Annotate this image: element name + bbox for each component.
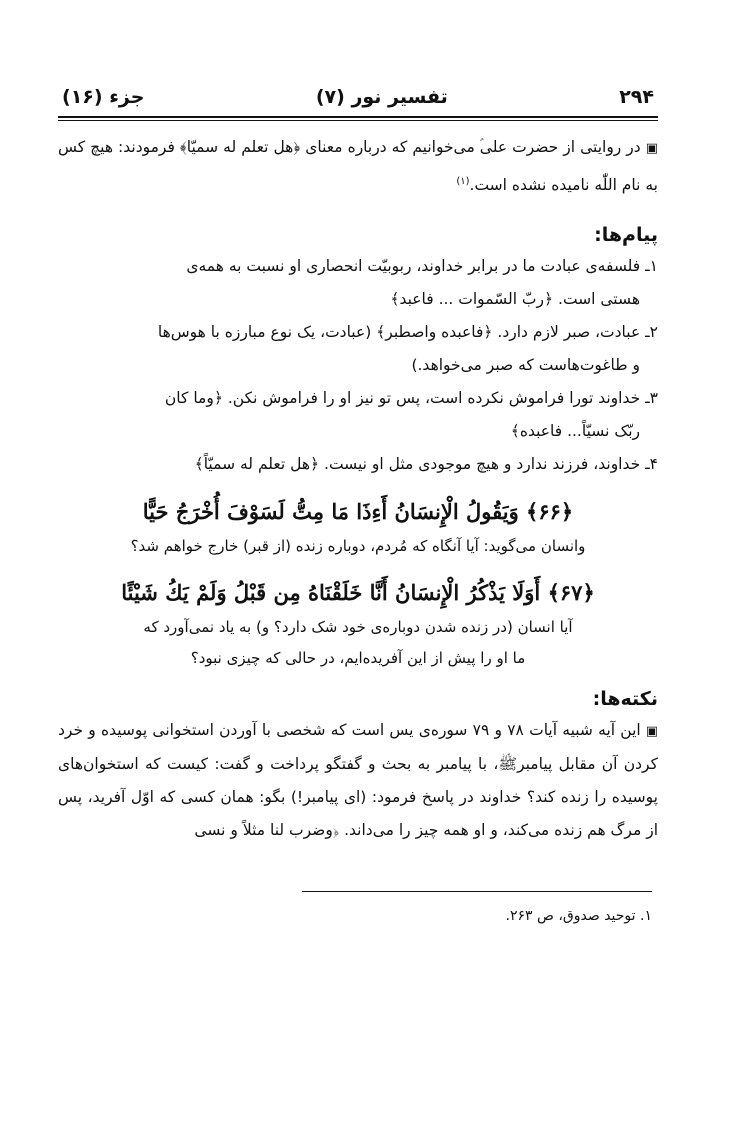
header-rule: [58, 116, 658, 118]
footnote-mark: (۱): [456, 176, 470, 187]
page-number: ۲۹۴: [619, 86, 654, 108]
message-item: [58, 382, 658, 448]
message-item: [58, 448, 658, 481]
message-item: [58, 250, 658, 316]
footnote-rule: [302, 891, 652, 892]
messages-title: پیام‌ها:: [594, 224, 658, 247]
translation-line: وانسان می‌گوید: آیا آنگاه که مُردم، دوباره زنده (از قبر) خارج خواهم شد؟: [130, 537, 586, 556]
message-line: ۲ـ عبادت، صبر لازم دارد. ﴿فاعبده واصطبر﴾ (عبادت، یک نوع مبارزه با هوس‌ها: [157, 323, 658, 342]
message-line: و طاغوت‌هاست که صبر می‌خواهد.): [411, 356, 640, 375]
intro-note: [58, 131, 658, 202]
message-item: [58, 316, 658, 382]
translation-line: آیا انسان (در زنده شدن دوباره‌ی خود شک دارد؟ و) به یاد نمی‌آورد که: [143, 618, 573, 637]
notes-title: نکته‌ها:: [592, 688, 658, 711]
notes-text: [58, 714, 658, 847]
quran-verse: ﴿۶۶﴾ وَيَقُولُ الْإِنسَانُ أَءِذَا مَا مِتُّ لَسَوْفَ أُخْرَجُ حَيًّا: [142, 499, 574, 525]
book-page: [58, 82, 658, 924]
page-header: [58, 82, 658, 112]
quran-verse: ﴿۶۷﴾ أَوَلَا يَذْكُرُ الْإِنسَانُ أَنَّا خَلَقْنَاهُ مِن قَبْلُ وَلَمْ يَكُ شَيْئًا: [121, 580, 595, 606]
footnote: ۱. توحید صدوق، ص ۲۶۳.: [505, 908, 652, 925]
message-line: ربّک نسیّاً... فاعبده﴾: [510, 422, 640, 441]
translation-line: ما او را پیش از این آفریده‌ایم، در حالی که چیزی نبود؟: [190, 649, 526, 668]
message-line: ۴ـ خداوند، فرزند ندارد و هیچ موجودی مثل او نیست. ﴿هل تعلم له سمیّاً﴾: [194, 455, 658, 474]
message-line: ۳ـ خداوند تورا فراموش نکرده است، پس تو نیز او را فراموش نکن. ﴿وما کان: [164, 389, 658, 408]
message-line: هستی است. ﴿ربّ السّموات ... فاعبد﴾: [390, 290, 640, 309]
notes-body: این آیه شبیه آیات ۷۸ و ۷۹ سوره‌ی یس است که شخصی با آوردن استخوانی پوسیده و خرد کردن آن مقابل پیامبرﷺ، با پیامبر به بحث و گفتگو پرداخت و گفت: کیست که استخوان‌های پوسیده را زنده کند؟ خداوند در پاسخ فرمود: (ای پیامبر!) بگو: همان کسی که اوّل آفرید، پس از مرگ هم زنده می‌کند، و او همه چیز را می‌داند. ﴿وضرب لنا مثلاً و نسی: [58, 721, 658, 840]
message-line: ۱ـ فلسفه‌ی عبادت ما در برابر خداوند، ربوبیّت انحصاری او نسبت به همه‌ی: [186, 257, 658, 276]
verse-translation: [58, 531, 658, 562]
book-title: تفسیر نور (۷): [315, 86, 448, 108]
intro-note-text: در روایتی از حضرت علی‌ؑ می‌خوانیم که درباره معنای ﴿هل تعلم له سمیّا﴾ فرمودند: هیچ کس به نام اللّٰه نامیده نشده است.: [58, 138, 658, 195]
part-label: جزء (۱۶): [62, 86, 145, 108]
verse-translation: [58, 612, 658, 674]
header-rule-thin: [58, 120, 658, 121]
